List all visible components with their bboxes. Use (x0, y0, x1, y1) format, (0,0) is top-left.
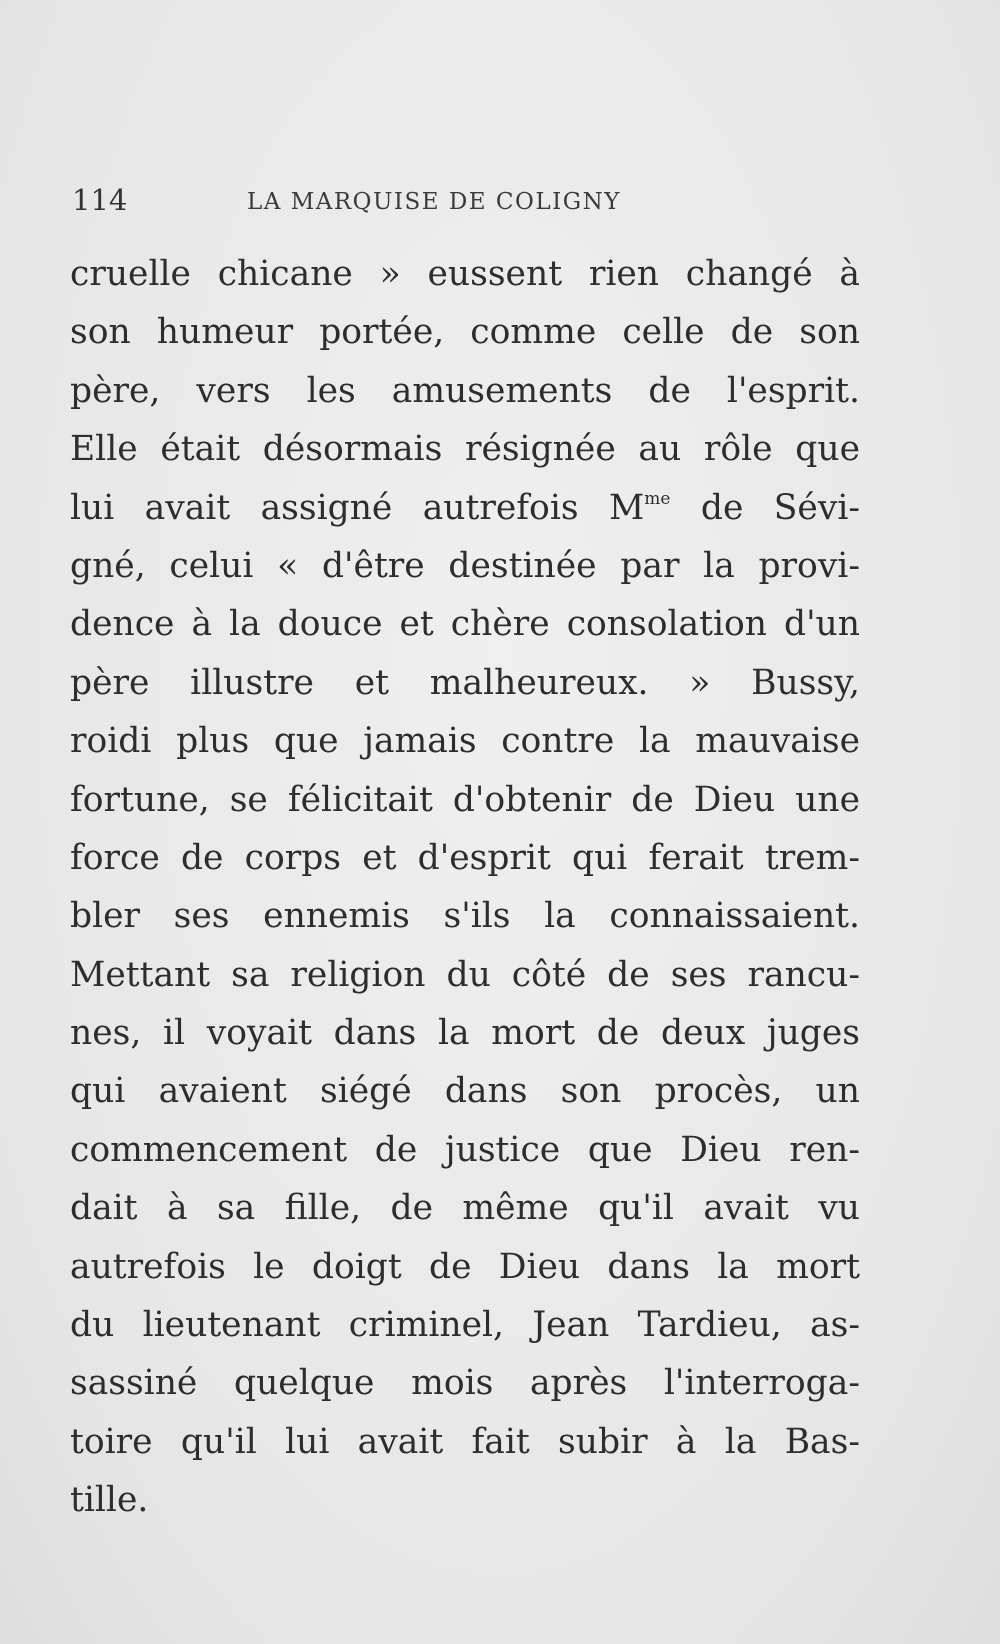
text-line: bler ses ennemis s'ils la connaissaient. (70, 896, 860, 937)
text-line: toire qu'il lui avait fait subir à la Bas- (70, 1421, 860, 1462)
text-line-end: de Sévi- (670, 487, 861, 528)
text-line: tille. (70, 1480, 149, 1521)
text-line: père, vers les amusements de l'esprit. (70, 370, 860, 411)
text-line: du lieutenant criminel, Jean Tardieu, as- (70, 1305, 860, 1346)
running-title: LA MARQUISE DE COLIGNY (247, 189, 621, 215)
text-line: cruelle chicane » eussent rien changé à (70, 254, 860, 294)
page-number: 114 (72, 183, 128, 217)
text-line: son humeur portée, comme celle de son (70, 312, 860, 353)
superscript-abbreviation: me (644, 488, 671, 509)
text-line: fortune, se félicitait d'obtenir de Dieu une (70, 779, 860, 820)
text-line: dait à sa fille, de même qu'il avait vu (70, 1188, 860, 1229)
text-line: dence à la douce et chère consolation d'un (70, 604, 860, 645)
body-text (70, 245, 860, 1530)
text-line (70, 479, 860, 537)
text-line: gné, celui « d'être destinée par la provi- (70, 545, 860, 586)
text-line: force de corps et d'esprit qui ferait trem- (70, 837, 860, 878)
text-line-start: lui avait assigné autrefois M (70, 487, 645, 528)
text-line: roidi plus que jamais contre la mauvaise (70, 721, 860, 762)
running-head (72, 180, 872, 220)
text-line: nes, il voyait dans la mort de deux juges (70, 1013, 860, 1054)
text-line: père illustre et malheureux. » Bussy, (70, 662, 860, 703)
text-line: sassiné quelque mois après l'interroga- (70, 1363, 860, 1404)
text-line: commencement de justice que Dieu ren- (70, 1129, 860, 1170)
text-line: autrefois le doigt de Dieu dans la mort (70, 1246, 860, 1287)
text-line: qui avaient siégé dans son procès, un (70, 1071, 860, 1112)
text-line: Elle était désormais résignée au rôle que (70, 429, 860, 470)
text-line: Mettant sa religion du côté de ses rancu- (70, 954, 860, 995)
